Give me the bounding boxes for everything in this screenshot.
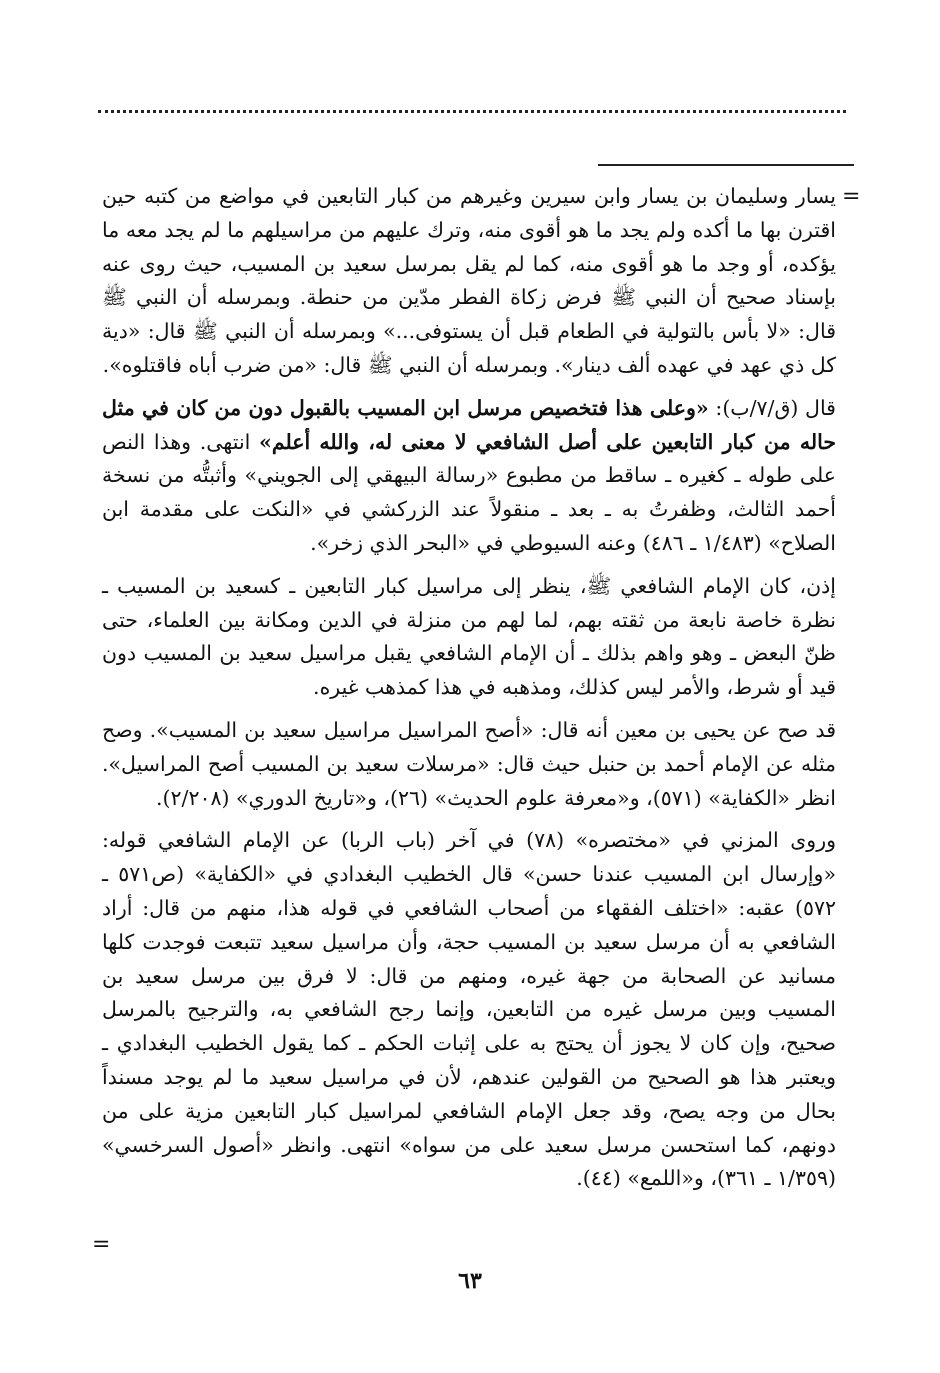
header-dotted-rule	[98, 110, 846, 113]
paragraph-4: قد صح عن يحيى بن معين أنه قال: «أصح المراسيل مراسيل سعيد بن المسيب». وصح مثله عن الإمام أحمد بن حنبل حيث قال: «مرسلات سعيد بن المسيب أصح المراسيل». انظر «الكفاية» (٥٧١)، و«معرفة علوم الحديث» (٢٦)، و«تاريخ الدوري» (٢/٢٠٨).	[102, 717, 836, 810]
continuation-mark-start: =	[842, 184, 861, 209]
footnote-separator-rule	[598, 164, 854, 166]
paragraph-2-lead: قال (ق/٧/ب):	[708, 395, 836, 420]
paragraph-5: وروى المزني في «مختصره» (٧٨) في آخر (باب الربا) عن الإمام الشافعي قوله: «وإرسال ابن المسيب عندنا حسن» قال الخطيب البغدادي في «الكفاية» (ص٥٧١ ـ ٥٧٢) عقبه: «اختلف الفقهاء من أصحاب الشافعي في قوله هذا، منهم من قال: أراد الشافعي به أن مرسل سعيد بن المسيب حجة، وأن مراسيل سعيد تتبعت فوجدت كلها مسانيد عن الصحابة من جهة غيره، ومنهم من قال: لا فرق بين مرسل سعيد بن المسيب وبين مرسل غيره من التابعين، وإنما رجح الشافعي به، والترجيح بالمرسل صحيح، وإن كان لا يجوز أن يحتج به على إثبات الحكم ـ كما يقول الخطيب البغدادي ـ ويعتبر هذا هو الصحيح من القولين عندهم، لأن في مراسيل سعيد ما لم يوجد مسنداً بحال من وجه يصح، وقد جعل الإمام الشافعي لمراسيل كبار التابعين مزية على من دونهم، كما استحسن مرسل سعيد على من سواه» انتهى. وانظر «أصول السرخسي» (١/٣٥٩ ـ ٣٦١)، و«اللمع» (٤٤).	[102, 828, 836, 1191]
paragraph-2	[102, 392, 836, 561]
page-number: ٦٣	[458, 1268, 482, 1294]
continuation-mark-end: =	[92, 1232, 111, 1257]
paragraph-2-rest: انتهى. وهذا النص على طوله ـ كغيره ـ ساقط من مطبوع «رسالة البيهقي إلى الجويني» وأثبتُّه من نسخة أحمد الثالث، وظفرتُ به ـ بعد ـ منقولاً عند الزركشي في «النكت على مقدمة ابن الصلاح» (١/٤٨٣ ـ ٤٨٦) وعنه السيوطي في «البحر الذي زخر».	[102, 429, 836, 555]
paragraph-3: إذن، كان الإمام الشافعي ﷺ، ينظر إلى مراسيل كبار التابعين ـ كسعيد بن المسيب ـ نظرة خاصة نابعة من ثقته بهم، لما لهم من منزلة في الدين ومكانة بين العلماء، حتى ظنّ البعض ـ وهو واهم بذلك ـ أن الإمام الشافعي يقبل مراسيل سعيد بن المسيب دون قيد أو شرط، والأمر ليس كذلك، ومذهبه في هذا كمذهب غيره.	[102, 573, 836, 700]
paragraph-2-bold-quote: «وعلى هذا فتخصيص مرسل ابن المسيب بالقبول دون من كان في مثل حاله من كبار التابعين على أصل الشافعي لا معنى له، والله أعلم»	[102, 395, 836, 454]
paragraph-1: يسار وسليمان بن يسار وابن سيرين وغيرهم من كبار التابعين في مواضع من كتبه حين اقترن بها ما أكده ولم يجد ما هو أقوى منه، وترك عليهم من مراسيلهم ما لم يجد معه ما يؤكده، أو وجد ما هو أقوى منه، كما لم يقل بمرسل سعيد بن المسيب، حيث روى عنه بإسناد صحيح أن النبي ﷺ فرض زكاة الفطر مدّين من حنطة. وبمرسله أن النبي ﷺ قال: «لا بأس بالتولية في الطعام قبل أن يستوفى...» وبمرسله أن النبي ﷺ قال: «دية كل ذي عهد في عهده ألف دينار». وبمرسله أن النبي ﷺ قال: «من ضرب أباه فاقتلوه».	[102, 184, 836, 377]
footnote-text-block	[102, 180, 836, 1196]
